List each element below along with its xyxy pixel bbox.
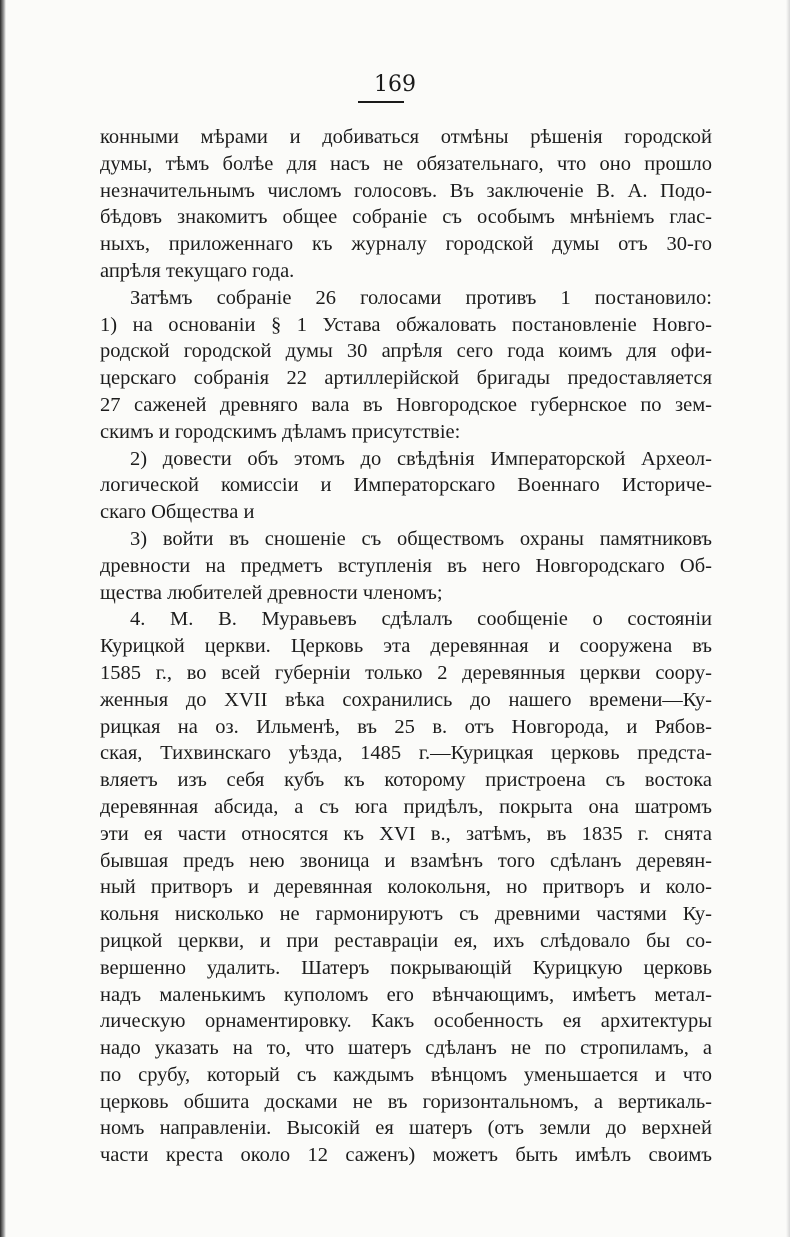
text-line: по срубу, который съ каждымъ вѣнцомъ уменьшается и что — [100, 1063, 712, 1086]
page-binding-shadow — [0, 0, 6, 1237]
text-line: рицкой церкви, и при реставраціи ея, ихъ слѣдовало бы со- — [100, 929, 712, 952]
text-line: ный притворъ и деревянная колокольня, но притворъ и коло- — [100, 876, 712, 899]
text-line: ская, Тихвинскаго уѣзда, 1485 г.—Курицкая церковь предста- — [100, 742, 712, 765]
text-line: лическую орнаментировку. Какъ особенность ея архитектуры — [100, 1010, 712, 1033]
paragraph — [100, 124, 712, 285]
text-line: щества любителей древности членомъ; — [100, 581, 443, 604]
text-line: вершенно удалить. Шатеръ покрывающій Курицкую церковь — [100, 956, 712, 979]
text-line: бѣдовъ знакомитъ общее собраніе съ особымъ мнѣніемъ глас- — [100, 206, 712, 229]
text-line: кольня нисколько не гармонируютъ съ древними частями Ку- — [100, 903, 712, 926]
text-line: конными мѣрами и добиваться отмѣны рѣшенія городской — [100, 126, 712, 148]
paragraph — [100, 446, 712, 526]
text-line: Затѣмъ собраніе 26 голосами противъ 1 постановило: — [130, 286, 712, 309]
text-line: части креста около 12 саженъ) можетъ быть имѣлъ своимъ — [100, 1144, 712, 1167]
page-edge-shadow — [786, 0, 790, 1237]
text-line: 1) на основаніи § 1 Устава обжаловать постановленіе Новго- — [100, 313, 712, 336]
text-line: номъ направленіи. Высокій ея шатеръ (отъ земли до верхней — [100, 1117, 712, 1140]
paragraph — [100, 606, 712, 1169]
text-line: эти ея части относятся къ XVI в., затѣмъ, въ 1835 г. снята — [100, 822, 712, 845]
text-line: апрѣля текущаго года. — [100, 259, 295, 282]
text-line: скаго Общества и — [100, 501, 255, 524]
text-line: надо указать на то, что шатеръ сдѣланъ не по стропиламъ, а — [100, 1037, 712, 1060]
text-line: церковь обшита досками не въ горизонтальномъ, а вертикаль- — [100, 1090, 712, 1113]
text-line: бывшая предъ нею звоница и взамѣнъ того сдѣланъ деревян- — [100, 849, 712, 872]
body-text — [100, 124, 712, 1169]
text-line: церскаго собранія 22 артиллерійской бригады предоставляется — [100, 367, 712, 390]
page-number-underline — [358, 101, 404, 103]
text-line: надъ маленькимъ куполомъ его вѣнчающимъ, имѣетъ метал- — [100, 983, 712, 1006]
text-line: рицкая на оз. Ильменѣ, въ 25 в. отъ Новгорода, и Рябов- — [100, 715, 712, 738]
text-line: вляетъ изъ себя кубъ къ которому пристроена съ востока — [100, 769, 712, 792]
text-line: скимъ и городскимъ дѣламъ присутствіе: — [100, 420, 461, 443]
text-line: 1585 г., во всей губерніи только 2 деревянныя церкви соору- — [100, 661, 712, 684]
text-line: родской городской думы 30 апрѣля сего года коимъ для офи- — [100, 340, 712, 363]
text-line: 3) войти въ сношеніе съ обществомъ охраны памятниковъ — [130, 527, 712, 550]
text-line: древности на предметъ вступленія въ него Новгородскаго Об- — [100, 554, 712, 577]
page-number: 169 — [374, 72, 416, 97]
text-line: незначительнымъ числомъ голосовъ. Въ заключеніе В. А. Подо- — [100, 179, 712, 202]
text-line: ныхъ, приложеннаго къ журналу городской думы отъ 30-го — [100, 233, 712, 256]
text-line: 27 саженей древняго вала въ Новгородское губернское по зем- — [100, 393, 712, 416]
paragraph — [100, 526, 712, 606]
text-line: 4. М. В. Муравьевъ сдѣлалъ сообщеніе о состояніи — [130, 608, 712, 631]
text-line: женныя до XVII вѣка сохранились до нашего времени—Ку- — [100, 688, 712, 711]
text-line: Курицкой церкви. Церковь эта деревянная и сооружена въ — [100, 635, 712, 658]
paragraph — [100, 285, 712, 446]
text-line: думы, тѣмъ болѣе для насъ не обязательнаго, что оно прошло — [100, 152, 712, 175]
text-line: логической комиссіи и Императорскаго Военнаго Историче- — [100, 474, 712, 497]
text-line: 2) довести объ этомъ до свѣдѣнія Императорской Археол- — [130, 447, 712, 470]
text-line: деревянная абсида, а съ юга придѣлъ, покрыта она шатромъ — [100, 795, 712, 818]
